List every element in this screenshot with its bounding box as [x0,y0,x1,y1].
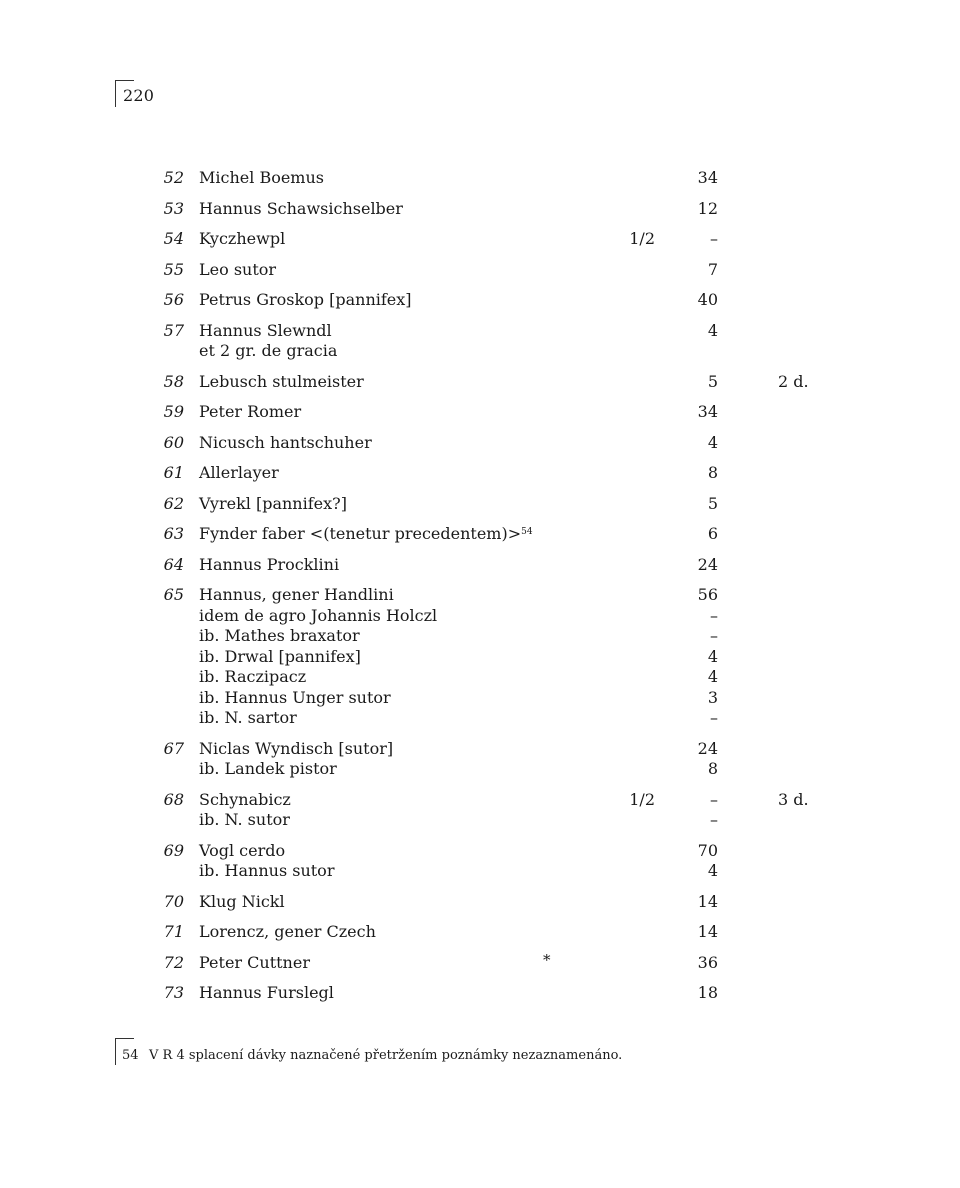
entry-name-text: ib. Drwal [pannifex] [199,646,361,666]
entry-name [199,892,285,912]
entry-name [199,790,291,810]
amount-value: – [710,810,718,829]
entry-number: 59 [163,402,184,421]
entry-name [199,494,347,514]
ledger-line [150,341,850,362]
entry-name [199,402,301,422]
amount-value: 4 [707,667,718,686]
entry-number: 56 [163,290,184,309]
entry-name-text: Lorencz, gener Czech [199,922,376,941]
entry-name-text: Vogl cerdo [199,840,286,860]
ledger-entry [150,168,850,189]
ledger-entry [150,841,850,882]
footnote-number: 54 [122,1048,139,1063]
entry-name-text: Lebusch stulmeister [199,371,364,391]
ledger-line [150,708,850,729]
entry-name [199,555,339,575]
page-number: 220 [123,86,155,105]
entry-number: 71 [163,922,184,941]
ledger-line [150,790,850,811]
entry-number: 55 [163,259,184,279]
ledger-line [150,892,850,913]
entry-name [199,168,324,188]
entry-name [199,810,290,830]
ledger-entry [150,290,850,311]
entry-name [199,463,279,483]
entry-name-text: Peter Romer [199,402,302,421]
entry-number: 53 [163,198,184,218]
amount-value: 12 [697,198,718,218]
amount-value: 14 [697,922,718,941]
entry-name-text: Hannus Slewndl [199,320,332,340]
entry-name-text: ib. Raczipacz [199,667,307,686]
entry-name [199,585,394,605]
entry-name-text: ib. Hannus sutor [199,861,335,880]
entry-name-text: ib. N. sutor [199,810,290,829]
ledger-entry [150,372,850,393]
entry-name-text: ib. Hannus Unger sutor [199,687,391,707]
amount-value: 7 [707,259,718,279]
amount-value: – [710,708,718,727]
ledger-line [150,433,850,454]
amount-value: 4 [707,861,718,880]
ledger-entry [150,260,850,281]
entry-name [199,841,285,861]
entry-name-text: Hannus Schawsichselber [199,198,403,218]
entry-name-text: et 2 gr. de gracia [199,341,338,360]
ledger-entry [150,950,850,974]
footnote-ref: 54 [521,527,533,537]
ledger-entry [150,555,850,576]
entry-number: 62 [163,493,184,513]
entry-name [199,433,372,453]
ledger-line [150,739,850,760]
entry-number: 60 [163,432,184,452]
ledger-line [150,983,850,1004]
ledger-entry [150,433,850,454]
amount-value: 24 [697,738,718,758]
entry-name-text: Petrus Groskop [pannifex] [199,290,412,309]
footnote-text: V R 4 splacení dávky naznačené přetržením poznámky nezaznamenáno. [149,1048,623,1063]
entry-name [199,321,332,341]
entry-number: 61 [163,463,184,482]
ledger-line [150,229,850,250]
entry-name-text: Schynabicz [199,789,291,809]
amount-value: 56 [697,585,718,604]
entry-name [199,983,334,1003]
entry-name-text: Hannus, gener Handlini [199,585,394,604]
ledger-entry [150,983,850,1004]
entry-name-text: Hannus Procklini [199,554,340,574]
page-header [115,80,155,108]
ledger-line [150,555,850,576]
entry-number: 52 [163,168,184,187]
entry-name [199,953,310,973]
amount-value: 24 [697,554,718,574]
amount-value: 14 [697,891,718,911]
entry-name-text: idem de agro Johannis Holczl [199,605,438,625]
ledger-entry [150,494,850,515]
entry-number: 73 [163,983,184,1002]
entry-number: 54 [163,229,184,248]
entry-name [199,861,334,881]
entry-name [199,626,360,646]
entry-name [199,260,276,280]
entry-number: 63 [163,524,184,543]
ledger-line [150,950,850,974]
ledger-line [150,841,850,862]
ledger-entry [150,790,850,831]
entry-name-text: Allerlayer [199,463,279,482]
ledger-line [150,199,850,220]
amount-value: 36 [697,952,718,972]
ledger-line [150,260,850,281]
ledger-line [150,861,850,882]
amount-value: 8 [707,759,718,778]
ledger-line [150,759,850,780]
amount-value: 34 [697,168,718,187]
amount-value: 8 [707,463,718,482]
ledger-line [150,524,850,545]
ledger-entry [150,229,850,250]
ledger-entry [150,739,850,780]
ledger-line [150,402,850,423]
entry-name-text: ib. Landek pistor [199,759,337,778]
entry-number: 58 [163,371,184,391]
entry-number: 68 [163,789,184,809]
ledger-entry [150,922,850,943]
ledger-line [150,290,850,311]
entry-name-text: Vyrekl [pannifex?] [199,493,347,513]
entry-name-text: Leo sutor [199,259,277,279]
amount-value: 40 [697,290,718,309]
amount-value: 4 [707,320,718,340]
ledger-line [150,585,850,606]
entry-name [199,647,361,667]
entry-name [199,922,376,942]
ledger-entry [150,321,850,362]
extra-value: 3 d. [778,789,809,809]
ledger-entry [150,199,850,220]
ledger-line [150,667,850,688]
entry-name-text: Niclas Wyndisch [sutor] [199,738,394,758]
entry-name [199,759,337,779]
amount-value: – [710,789,718,809]
entry-name [199,372,364,392]
amount-value: – [710,229,718,248]
ledger-entry [150,402,850,423]
entry-number: 72 [163,952,184,972]
amount-value: 5 [707,371,718,391]
entry-name-text: Michel Boemus [199,168,324,187]
entry-name [199,341,337,361]
fraction-value: 1/2 [629,229,655,248]
entry-name [199,290,412,310]
ledger-line [150,688,850,709]
ledger-line [150,647,850,668]
ledger-line [150,494,850,515]
ledger-entry [150,524,850,545]
ledger-line [150,463,850,484]
ledger-line [150,321,850,342]
amount-value: – [710,605,718,625]
amount-value: 4 [707,646,718,666]
entry-name-text: Klug Nickl [199,891,285,911]
amount-value: – [710,626,718,645]
ledger-table [150,168,850,1014]
entry-name [199,524,533,544]
entry-number: 64 [163,554,184,574]
entry-name [199,199,403,219]
entry-name-text: Kyczhewpl [199,229,286,248]
entry-name [199,708,297,728]
ledger-entry [150,463,850,484]
footnote [115,1038,815,1068]
fraction-value: 1/2 [629,789,655,809]
amount-value: 70 [697,840,718,860]
extra-value: 2 d. [778,371,809,391]
entry-name [199,667,306,687]
entry-name-text: Nicusch hantschuher [199,432,372,452]
amount-value: 5 [707,493,718,513]
entry-number: 57 [163,320,184,340]
entry-name-text: ib. N. sartor [199,708,297,727]
entry-name-text: Fynder faber <(tenetur precedentem)> [199,524,522,543]
entry-name-text: Hannus Furslegl [199,983,334,1002]
entry-number: 70 [163,891,184,911]
entry-name [199,739,393,759]
ledger-line [150,626,850,647]
ledger-entry [150,892,850,913]
asterisk-mark: * [543,950,551,969]
ledger-line [150,922,850,943]
amount-value: 18 [697,983,718,1002]
amount-value: 34 [697,402,718,421]
entry-name-text: Peter Cuttner [199,952,310,972]
ledger-line [150,606,850,627]
amount-value: 6 [707,524,718,543]
amount-value: 3 [707,687,718,707]
ledger-line [150,372,850,393]
entry-name [199,688,391,708]
entry-number: 67 [163,738,184,758]
entry-name [199,229,285,249]
ledger-line [150,810,850,831]
entry-name-text: ib. Mathes braxator [199,626,360,645]
ledger-entry [150,585,850,729]
entry-number: 65 [163,585,184,604]
entry-number: 69 [163,840,184,860]
entry-name [199,606,437,626]
ledger-line [150,168,850,189]
amount-value: 4 [707,432,718,452]
